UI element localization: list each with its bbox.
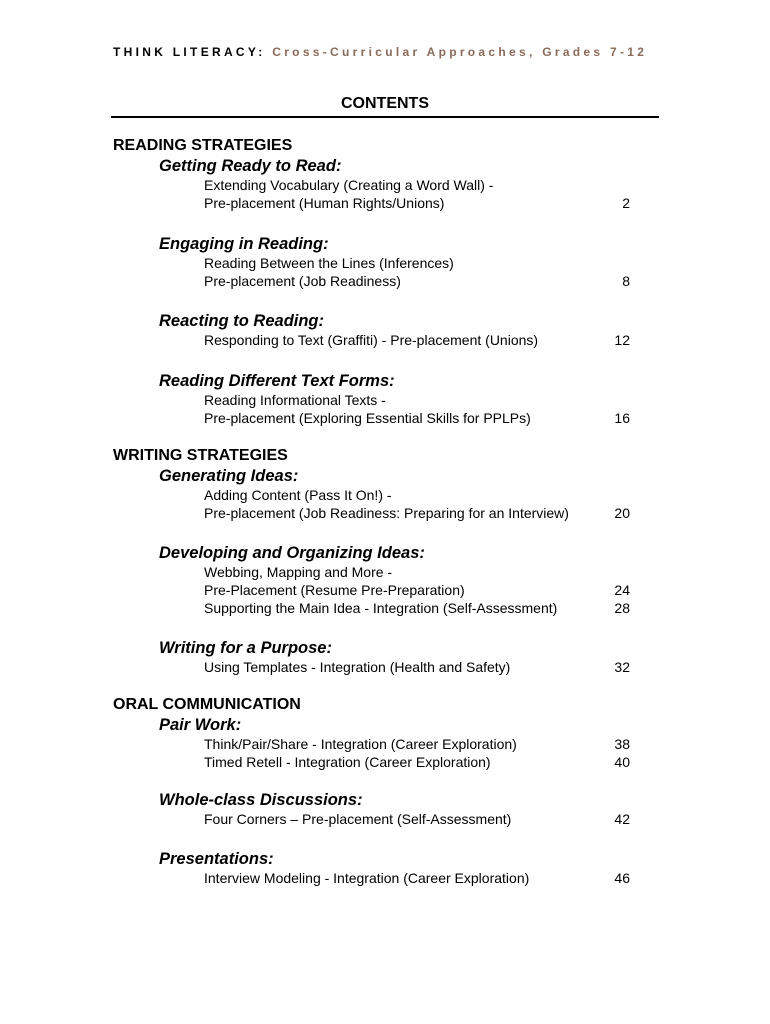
page-number: 8 bbox=[622, 273, 630, 289]
subsection-heading: Developing and Organizing Ideas: bbox=[159, 544, 425, 562]
series-title: THINK LITERACY: bbox=[113, 45, 266, 59]
toc-entry: Interview Modeling - Integration (Career Exploration) bbox=[204, 870, 530, 886]
toc-entry: Reading Informational Texts - bbox=[204, 392, 386, 408]
subsection-heading: Reacting to Reading: bbox=[159, 312, 325, 330]
subsection-heading: Presentations: bbox=[159, 850, 274, 868]
toc-entry: Pre-placement (Job Readiness: Preparing for an Interview) bbox=[204, 505, 569, 521]
toc-entry: Reading Between the Lines (Inferences) bbox=[204, 255, 454, 271]
page-number: 16 bbox=[614, 410, 630, 426]
toc-entry: Responding to Text (Graffiti) - Pre-placement (Unions) bbox=[204, 332, 539, 348]
toc-entry: Adding Content (Pass It On!) - bbox=[204, 487, 392, 503]
subsection-heading: Whole-class Discussions: bbox=[159, 791, 363, 809]
toc-entry: Webbing, Mapping and More - bbox=[204, 564, 393, 580]
subsection-heading: Reading Different Text Forms: bbox=[159, 372, 395, 390]
toc-entry: Supporting the Main Idea - Integration (Self-Assessment) bbox=[204, 600, 558, 616]
toc-entry: Timed Retell - Integration (Career Exploration) bbox=[204, 754, 491, 770]
page-number: 12 bbox=[614, 332, 630, 348]
page-title-text: CONTENTS bbox=[341, 95, 429, 112]
page-number: 40 bbox=[614, 754, 630, 770]
page-number: 24 bbox=[614, 582, 630, 598]
page-number: 38 bbox=[614, 736, 630, 752]
toc-entry: Extending Vocabulary (Creating a Word Wall) - bbox=[204, 177, 494, 193]
toc-entry: Pre-placement (Exploring Essential Skills for PPLPs) bbox=[204, 410, 531, 426]
section-heading: READING STRATEGIES bbox=[113, 137, 293, 154]
toc-entry: Pre-placement (Human Rights/Unions) bbox=[204, 195, 445, 211]
toc-entry: Using Templates - Integration (Health and Safety) bbox=[204, 659, 511, 675]
subsection-heading: Pair Work: bbox=[159, 716, 242, 734]
subsection-heading: Getting Ready to Read: bbox=[159, 157, 342, 175]
toc-entry: Pre-placement (Job Readiness) bbox=[204, 273, 401, 289]
section-heading: ORAL COMMUNICATION bbox=[113, 696, 301, 713]
page-number: 20 bbox=[614, 505, 630, 521]
series-subtitle: Cross-Curricular Approaches, Grades 7-12 bbox=[272, 45, 648, 59]
subsection-heading: Engaging in Reading: bbox=[159, 235, 329, 253]
toc-entry: Four Corners – Pre-placement (Self-Assessment) bbox=[204, 811, 512, 827]
subsection-heading: Writing for a Purpose: bbox=[159, 639, 332, 657]
page-number: 46 bbox=[614, 870, 630, 886]
toc-entry: Think/Pair/Share - Integration (Career Exploration) bbox=[204, 736, 517, 752]
page-number: 28 bbox=[614, 600, 630, 616]
page-number: 42 bbox=[614, 811, 630, 827]
subsection-heading: Generating Ideas: bbox=[159, 467, 299, 485]
page-number: 32 bbox=[614, 659, 630, 675]
page-number: 2 bbox=[622, 195, 630, 211]
toc-entry: Pre-Placement (Resume Pre-Preparation) bbox=[204, 582, 465, 598]
section-heading: WRITING STRATEGIES bbox=[113, 447, 288, 464]
